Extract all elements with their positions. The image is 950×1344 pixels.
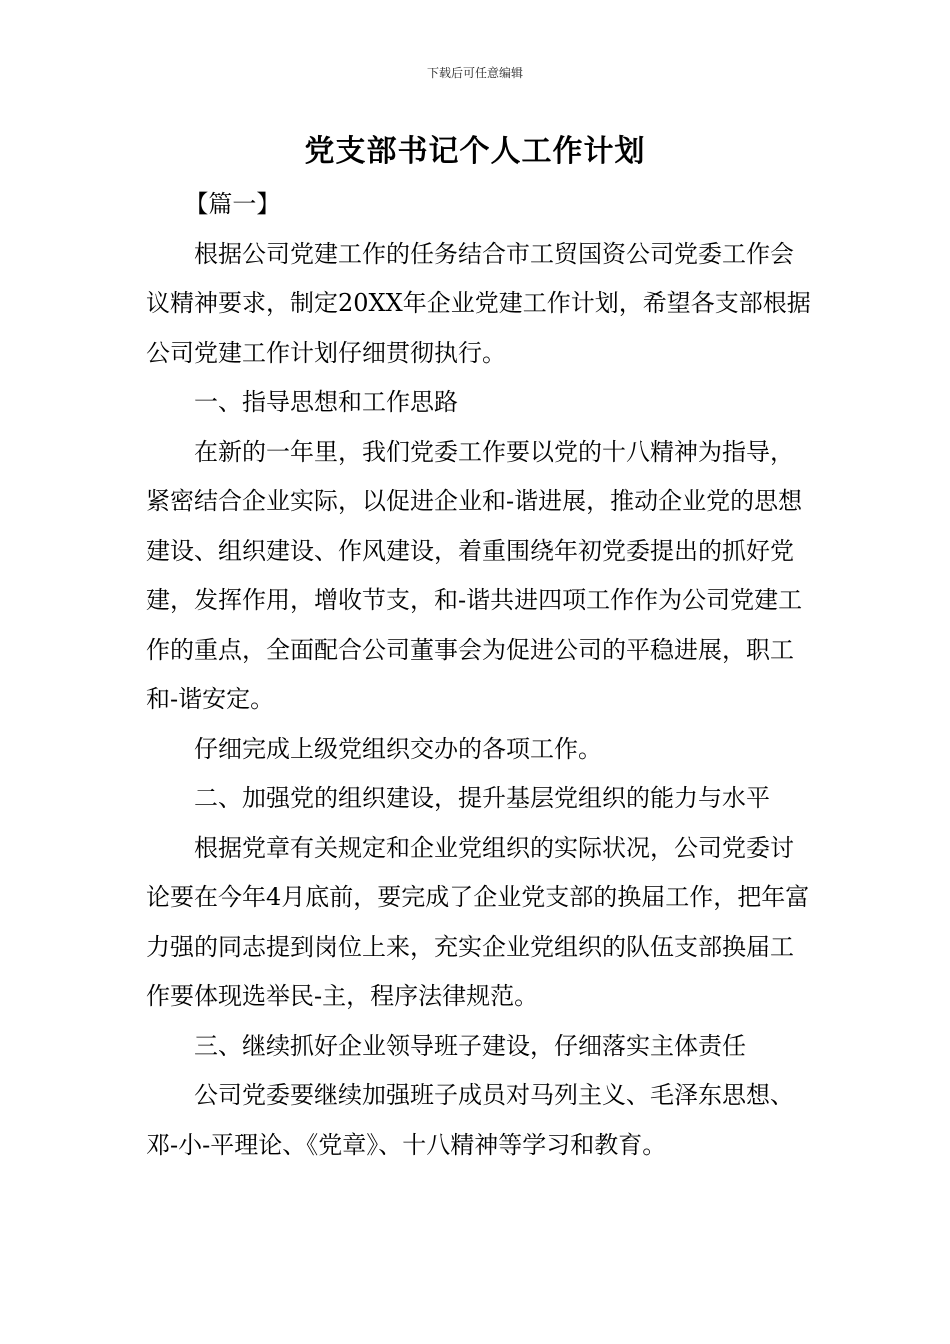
heading-organization-building: 二、加强党的组织建设，提升基层党组织的能力与水平 — [194, 784, 770, 812]
document-title: 党支部书记个人工作计划 — [304, 134, 646, 169]
paragraph-party-constitution: 根据党章有关规定和企业党组织的实际状况，公司党委讨论要在今年4月底前，要完成了企业党支部的换届工作，把年富力强的同志提到岗位上来，充实企业党组织的队伍支部换届工作要体现选举民-主，程序法律规范。 — [146, 833, 810, 1010]
section-label: 【篇一】 — [184, 190, 281, 218]
heading-leadership-building: 三、继续抓好企业领导班子建设，仔细落实主体责任 — [194, 1031, 746, 1060]
paragraph-tasks: 仔细完成上级党组织交办的各项工作。 — [194, 734, 602, 763]
paragraph-intro: 根据公司党建工作的任务结合市工贸国资公司党委工作会议精神要求，制定20XX年企业党建工作计划，希望各支部根据公司党建工作计划仔细贯彻执行。 — [146, 239, 811, 367]
paragraph-study: 公司党委要继续加强班子成员对马列主义、毛泽东思想、邓-小-平理论、《党章》、十八精神等学习和教育。 — [146, 1081, 794, 1159]
paragraph-new-year: 在新的一年里，我们党委工作要以党的十八精神为指导，紧密结合企业实际，以促进企业和-谐进展，推动企业党的思想建设、组织建设、作风建设，着重围绕年初党委提出的抓好党建，发挥作用，增收节支，和-谐共进四项工作作为公司党建工作的重点，全面配合公司董事会为促进公司的平稳进展，职工和-谐安定。 — [146, 437, 803, 713]
document-body — [146, 180, 816, 1170]
header-note: 下载后可任意编辑 — [426, 66, 523, 80]
heading-guiding-thought: 一、指导思想和工作思路 — [194, 388, 458, 416]
